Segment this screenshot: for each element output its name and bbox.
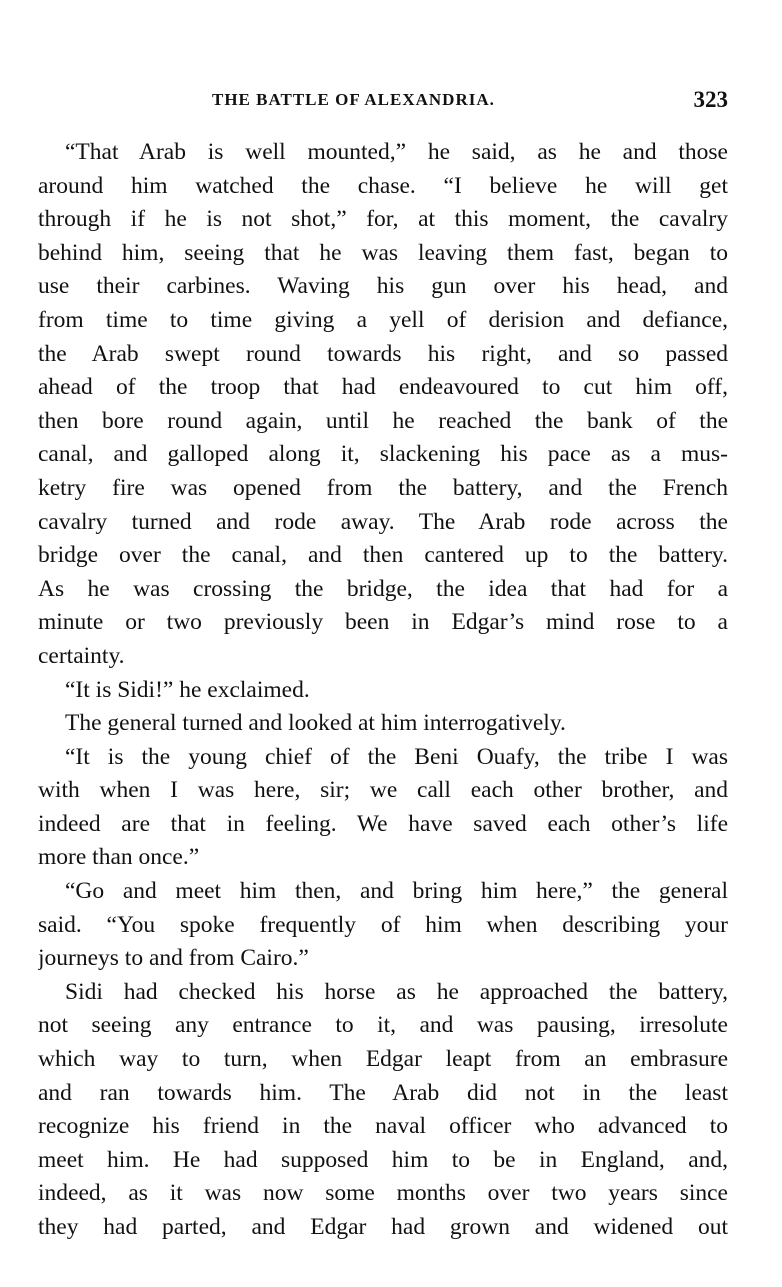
text-line: As he was crossing the bridge, the idea that had for a — [38, 575, 728, 602]
text-line: cavalry turned and rode away. The Arab rode across the — [38, 508, 728, 535]
text-line: and ran towards him. The Arab did not in the least — [38, 1079, 728, 1106]
book-page — [38, 0, 728, 1287]
text-line: which way to turn, when Edgar leapt from an embrasure — [38, 1046, 728, 1073]
running-head — [38, 86, 728, 114]
text-line: “That Arab is well mounted,” he said, as he and those — [65, 139, 728, 165]
text-line: more than once.” — [38, 844, 200, 871]
text-line: bridge over the canal, and then cantered up to the battery. — [38, 542, 728, 569]
page-number: 323 — [693, 87, 728, 112]
text-line: said. “You spoke frequently of him when describing your — [38, 911, 728, 938]
text-line: use their carbines. Waving his gun over his head, and — [38, 273, 728, 300]
text-line: canal, and galloped along it, slackening his pace as a mus- — [38, 441, 728, 468]
chapter-title: THE BATTLE OF ALEXANDRIA. — [212, 90, 495, 109]
text-line: recognize his friend in the naval officer who advanced to — [38, 1113, 728, 1140]
text-line: from time to time giving a yell of derision and defiance, — [38, 306, 728, 333]
text-line: around him watched the chase. “I believe he will get — [38, 172, 728, 199]
text-line: not seeing any entrance to it, and was pausing, irresolute — [38, 1012, 728, 1039]
text-line: ahead of the troop that had endeavoured to cut him off, — [38, 374, 728, 401]
text-line: meet him. He had supposed him to be in England, and, — [38, 1146, 728, 1173]
text-line: through if he is not shot,” for, at this moment, the cavalry — [38, 206, 728, 233]
text-line: then bore round again, until he reached the bank of the — [38, 407, 728, 434]
text-line: ketry fire was opened from the battery, and the French — [38, 474, 728, 501]
text-line: indeed are that in feeling. We have saved each other’s life — [38, 810, 728, 837]
text-line: they had parted, and Edgar had grown and widened out — [38, 1214, 728, 1240]
text-line: “It is the young chief of the Beni Ouafy, the tribe I was — [65, 743, 728, 770]
text-line: “Go and meet him then, and bring him here,” the general — [65, 878, 728, 905]
text-line: behind him, seeing that he was leaving them fast, began to — [38, 239, 728, 266]
text-line: certainty. — [38, 642, 125, 669]
text-line: journeys to and from Cairo.” — [38, 945, 309, 972]
body-text — [38, 136, 728, 1245]
text-line: with when I was here, sir; we call each other brother, and — [38, 777, 728, 804]
text-line: The general turned and looked at him interrogatively. — [65, 710, 566, 737]
text-line: indeed, as it was now some months over two years since — [38, 1180, 728, 1207]
text-line: Sidi had checked his horse as he approached the battery, — [65, 978, 728, 1005]
text-line: minute or two previously been in Edgar’s mind rose to a — [38, 609, 728, 636]
text-line: “It is Sidi!” he exclaimed. — [65, 676, 310, 703]
text-line: the Arab swept round towards his right, and so passed — [38, 340, 728, 367]
